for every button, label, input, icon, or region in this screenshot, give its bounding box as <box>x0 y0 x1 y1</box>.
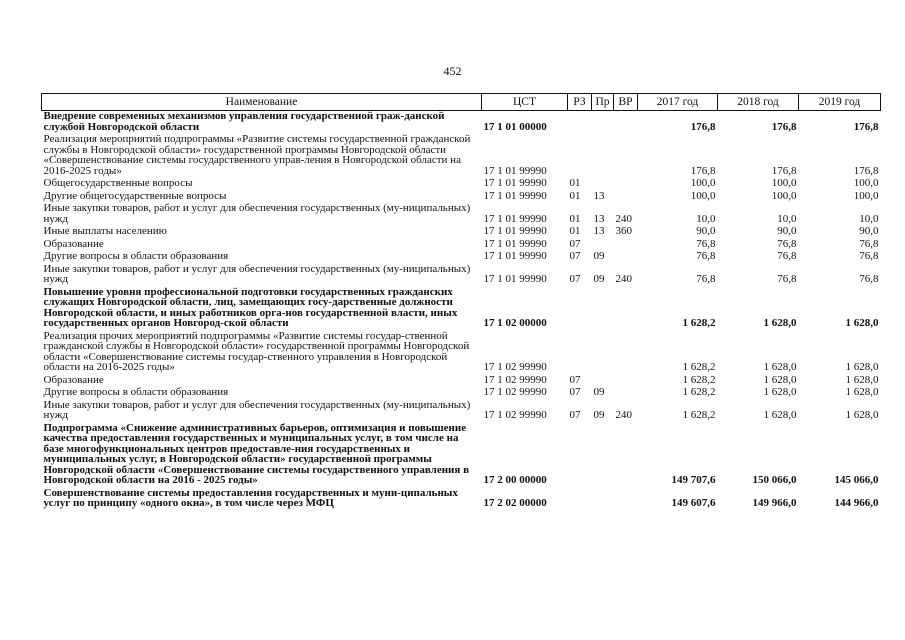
cell-name: Образование <box>43 373 104 386</box>
cell-2017: 76,8 <box>696 237 716 250</box>
cell-2018: 1 628,0 <box>763 373 797 386</box>
cell-rz: 07 <box>569 386 581 398</box>
cell-pr: 09 <box>593 273 605 285</box>
table-row <box>42 373 881 386</box>
cell-pr: 13 <box>593 225 605 237</box>
cell-vr: 240 <box>615 409 632 421</box>
cell-2018: 176,8 <box>771 120 797 133</box>
header-name: Наименование <box>42 94 482 111</box>
cell-pr: 13 <box>593 189 605 202</box>
table-row <box>42 132 881 176</box>
table-row <box>42 201 881 224</box>
cell-cst: 17 1 01 99990 <box>483 177 547 189</box>
header-2018: 2018 год <box>718 94 799 111</box>
cell-name: Другие вопросы в области образования <box>43 250 229 262</box>
cell-2018: 1 628,0 <box>763 409 797 421</box>
cell-2018: 76,8 <box>777 273 797 285</box>
cell-rz <box>568 329 592 373</box>
header-cst: ЦСТ <box>482 94 568 111</box>
cell-2019: 100,0 <box>853 177 879 189</box>
table-row <box>42 249 881 262</box>
cell-vr: 240 <box>615 212 632 225</box>
cell-2019: 76,8 <box>859 273 879 285</box>
cell-cst: 17 1 02 99990 <box>483 361 547 373</box>
table-row <box>42 262 881 285</box>
cell-vr <box>614 285 638 329</box>
cell-name: Повышение уровня профессиональной подготовки государственных гражданских служащих Новгородской области, лиц, замещающих госу-дарственные должности Новгородской области, и иных работников орга-нов государственной власти, иных государственных органов Новгород-ской области <box>43 285 458 329</box>
cell-pr <box>592 329 614 373</box>
cell-2019: 76,8 <box>859 237 879 250</box>
cell-2019: 1 628,0 <box>845 361 879 373</box>
cell-name: Иные закупки товаров, работ и услуг для обеспечения государственных (му-ниципальных) нужд <box>43 262 471 285</box>
cell-cst: 17 1 01 99990 <box>483 273 547 285</box>
cell-2018: 10,0 <box>777 212 797 225</box>
header-pr: Пр <box>592 94 614 111</box>
cell-rz: 01 <box>569 189 581 202</box>
table-header <box>42 94 881 111</box>
cell-pr <box>592 373 614 386</box>
header-2017: 2017 год <box>638 94 718 111</box>
cell-2019: 76,8 <box>859 250 879 262</box>
cell-rz: 07 <box>569 373 581 386</box>
cell-cst: 17 1 01 00000 <box>483 120 547 133</box>
cell-rz <box>568 486 592 509</box>
cell-rz: 01 <box>569 225 581 237</box>
cell-2017: 176,8 <box>690 120 716 133</box>
cell-2019: 176,8 <box>853 164 879 177</box>
cell-name: Реализация прочих мероприятий подпрограммы «Развитие системы государ-ственной гражданской службы в Новгородской области» государственной программы Новгородской области «Совершенствование системы государ-ственного управления в Новгородской области на 2016-2025 годы» <box>43 329 470 373</box>
cell-vr <box>614 385 638 398</box>
cell-rz: 07 <box>569 409 581 421</box>
header-2019: 2019 год <box>799 94 881 111</box>
cell-2018: 1 628,0 <box>763 317 797 329</box>
cell-cst: 17 1 01 99990 <box>483 189 547 202</box>
table-row <box>42 385 881 398</box>
cell-name: Подпрограмма «Снижение административных барьеров, оптимизация и повышение качества предоставления государственных и муниципальных услуг, в том числе на базе многофункциональных центров предоставле-ния государственных и муниципальных услуг, в Новгородской области» государственной программы Новгородской области «Совершенствование системы государственного управления в Новгородской области на 2016 - 2025 годы» <box>43 421 470 486</box>
table-row <box>42 189 881 202</box>
cell-2019: 90,0 <box>859 225 879 237</box>
table-row <box>42 111 881 133</box>
cell-2018: 100,0 <box>771 177 797 189</box>
cell-2018: 149 966,0 <box>752 497 797 509</box>
cell-2019: 100,0 <box>853 189 879 202</box>
cell-vr <box>614 329 638 373</box>
cell-name: Другие вопросы в области образования <box>43 386 229 398</box>
cell-cst: 17 1 02 99990 <box>483 386 547 398</box>
cell-pr <box>592 237 614 250</box>
cell-vr <box>614 249 638 262</box>
cell-pr: 09 <box>593 409 605 421</box>
cell-2018: 76,8 <box>777 237 797 250</box>
cell-2019: 145 066,0 <box>834 474 879 486</box>
cell-2019: 10,0 <box>859 212 879 225</box>
cell-2019: 1 628,0 <box>845 317 879 329</box>
page-number: 452 <box>443 64 462 78</box>
table-row <box>42 285 881 329</box>
cell-pr: 09 <box>593 250 605 262</box>
cell-2017: 1 628,2 <box>682 386 716 398</box>
cell-vr: 240 <box>615 273 632 285</box>
header-vr: ВР <box>614 94 638 111</box>
cell-2017: 1 628,2 <box>682 317 716 329</box>
table-row <box>42 237 881 250</box>
cell-2017: 76,8 <box>696 273 716 285</box>
cell-vr <box>614 111 638 133</box>
cell-2017: 1 628,2 <box>682 409 716 421</box>
cell-cst: 17 1 02 99990 <box>483 409 547 421</box>
cell-vr <box>614 132 638 176</box>
cell-2019: 1 628,0 <box>845 386 879 398</box>
table-row <box>42 486 881 509</box>
cell-pr <box>592 132 614 176</box>
cell-2017: 149 707,6 <box>671 474 716 486</box>
cell-cst: 17 2 02 00000 <box>483 497 547 509</box>
cell-name: Образование <box>43 237 104 250</box>
cell-cst: 17 1 01 99990 <box>483 225 547 237</box>
cell-2017: 176,8 <box>690 164 716 177</box>
cell-2017: 90,0 <box>696 225 716 237</box>
cell-rz <box>568 421 592 486</box>
cell-pr <box>592 111 614 133</box>
cell-rz: 01 <box>569 177 581 189</box>
cell-2019: 176,8 <box>853 120 879 133</box>
cell-cst: 17 1 02 00000 <box>483 317 547 329</box>
cell-2018: 76,8 <box>777 250 797 262</box>
cell-rz: 07 <box>569 237 581 250</box>
cell-rz: 01 <box>569 212 581 225</box>
cell-vr <box>614 373 638 386</box>
cell-2017: 76,8 <box>696 250 716 262</box>
cell-name: Иные закупки товаров, работ и услуг для обеспечения государственных (му-ниципальных) нужд <box>43 398 471 421</box>
budget-table <box>41 93 881 509</box>
cell-pr <box>592 421 614 486</box>
cell-pr: 13 <box>593 212 605 225</box>
cell-2017: 1 628,2 <box>682 361 716 373</box>
cell-cst: 17 1 01 99990 <box>483 250 547 262</box>
cell-rz: 07 <box>569 250 581 262</box>
cell-pr <box>592 176 614 189</box>
cell-rz <box>568 111 592 133</box>
cell-cst: 17 1 01 99990 <box>483 212 547 225</box>
cell-2019: 144 966,0 <box>834 497 879 509</box>
cell-2018: 90,0 <box>777 225 797 237</box>
cell-cst: 17 1 01 99990 <box>483 164 547 177</box>
cell-2017: 149 607,6 <box>671 497 716 509</box>
cell-name: Иные выплаты населению <box>43 225 167 237</box>
cell-rz: 07 <box>569 273 581 285</box>
cell-cst: 17 1 02 99990 <box>483 373 547 386</box>
table-row <box>42 176 881 189</box>
cell-name: Иные закупки товаров, работ и услуг для обеспечения государственных (му-ниципальных) нужд <box>43 202 471 225</box>
cell-vr <box>614 421 638 486</box>
cell-name: Реализация мероприятий подпрограммы «Развитие системы государственной гражданской службы в Новгородской области» государственной программы Новгородской области «Совершенствование системы государственного управ-ления в Новгородской области на 2016-2025 годы» <box>43 133 471 177</box>
cell-name: Совершенствование системы предоставления государственных и муни-ципальных услуг по принципу «одного окна», в том числе через МФЦ <box>43 486 458 509</box>
cell-name: Другие общегосударственные вопросы <box>43 189 227 202</box>
cell-rz <box>568 285 592 329</box>
table-row <box>42 398 881 421</box>
table-row <box>42 224 881 237</box>
cell-rz <box>568 132 592 176</box>
cell-2018: 1 628,0 <box>763 361 797 373</box>
cell-pr <box>592 285 614 329</box>
table-row <box>42 421 881 486</box>
cell-vr <box>614 189 638 202</box>
cell-pr <box>592 486 614 509</box>
cell-pr: 09 <box>593 386 605 398</box>
cell-vr <box>614 237 638 250</box>
table-row <box>42 329 881 373</box>
cell-2018: 150 066,0 <box>752 474 797 486</box>
cell-name: Общегосударственные вопросы <box>43 177 193 189</box>
cell-vr: 360 <box>615 225 632 237</box>
cell-2018: 1 628,0 <box>763 386 797 398</box>
cell-vr <box>614 176 638 189</box>
cell-2017: 1 628,2 <box>682 373 716 386</box>
cell-cst: 17 1 01 99990 <box>483 237 547 250</box>
cell-2019: 1 628,0 <box>845 409 879 421</box>
cell-2017: 100,0 <box>690 189 716 202</box>
cell-2018: 176,8 <box>771 164 797 177</box>
cell-2019: 1 628,0 <box>845 373 879 386</box>
cell-2018: 100,0 <box>771 189 797 202</box>
cell-vr <box>614 486 638 509</box>
cell-2017: 10,0 <box>696 212 716 225</box>
cell-cst: 17 2 00 00000 <box>483 474 547 486</box>
table-body <box>42 111 881 509</box>
header-rz: РЗ <box>568 94 592 111</box>
cell-name: Внедрение современных механизмов управления государственной граж-данской службой Новгородской области <box>43 110 445 133</box>
cell-2017: 100,0 <box>690 177 716 189</box>
